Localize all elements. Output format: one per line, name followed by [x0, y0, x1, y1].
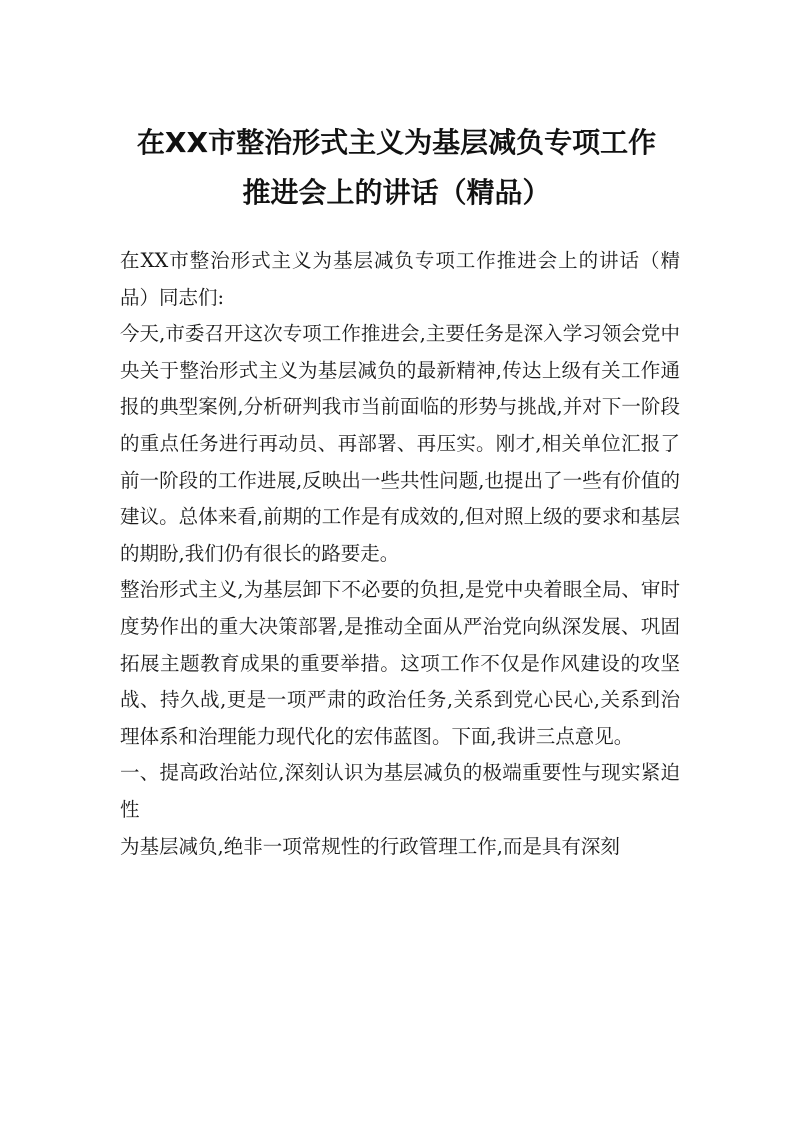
- paragraph-section-1: 为基层减负,绝非一项常规性的行政管理工作,而是具有深刻: [120, 834, 620, 858]
- paragraph-opening: 在XX市整治形式主义为基层减负专项工作推进会上的讲话（精品）同志们:: [120, 249, 680, 309]
- document-body: [120, 243, 680, 865]
- paragraph-introduction: 今天,市委召开这次专项工作推进会,主要任务是深入学习领会党中央关于整治形式主义为基层减负的最新精神,传达上级有关工作通报的典型案例,分析研判我市当前面临的形势与挑战,并对下一阶段的重点任务进行再动员、再部署、再压实。刚才,相关单位汇报了前一阶段的工作进展,反映出一些共性问题,也提出了一些有价值的建议。总体来看,前期的工作是有成效的,但对照上级的要求和基层的期盼,我们仍有很长的路要走。: [120, 322, 680, 565]
- paragraph-significance: 整治形式主义,为基层卸下不必要的负担,是党中央着眼全局、审时度势作出的重大决策部署,是推动全面从严治党向纵深发展、巩固拓展主题教育成果的重要举措。这项工作不仅是作风建设的攻坚战、持久战,更是一项严肃的政治任务,关系到党心民心,关系到治理体系和治理能力现代化的宏伟蓝图。下面,我讲三点意见。: [120, 578, 680, 748]
- document-title-line-2: 推进会上的讲话（精品）: [242, 176, 551, 209]
- document-title-line-1: 在XX市整治形式主义为基层减负专项工作: [136, 126, 657, 159]
- section-heading-1: 一、提高政治站位,深刻认识为基层减负的极端重要性与现实紧迫性: [120, 761, 680, 821]
